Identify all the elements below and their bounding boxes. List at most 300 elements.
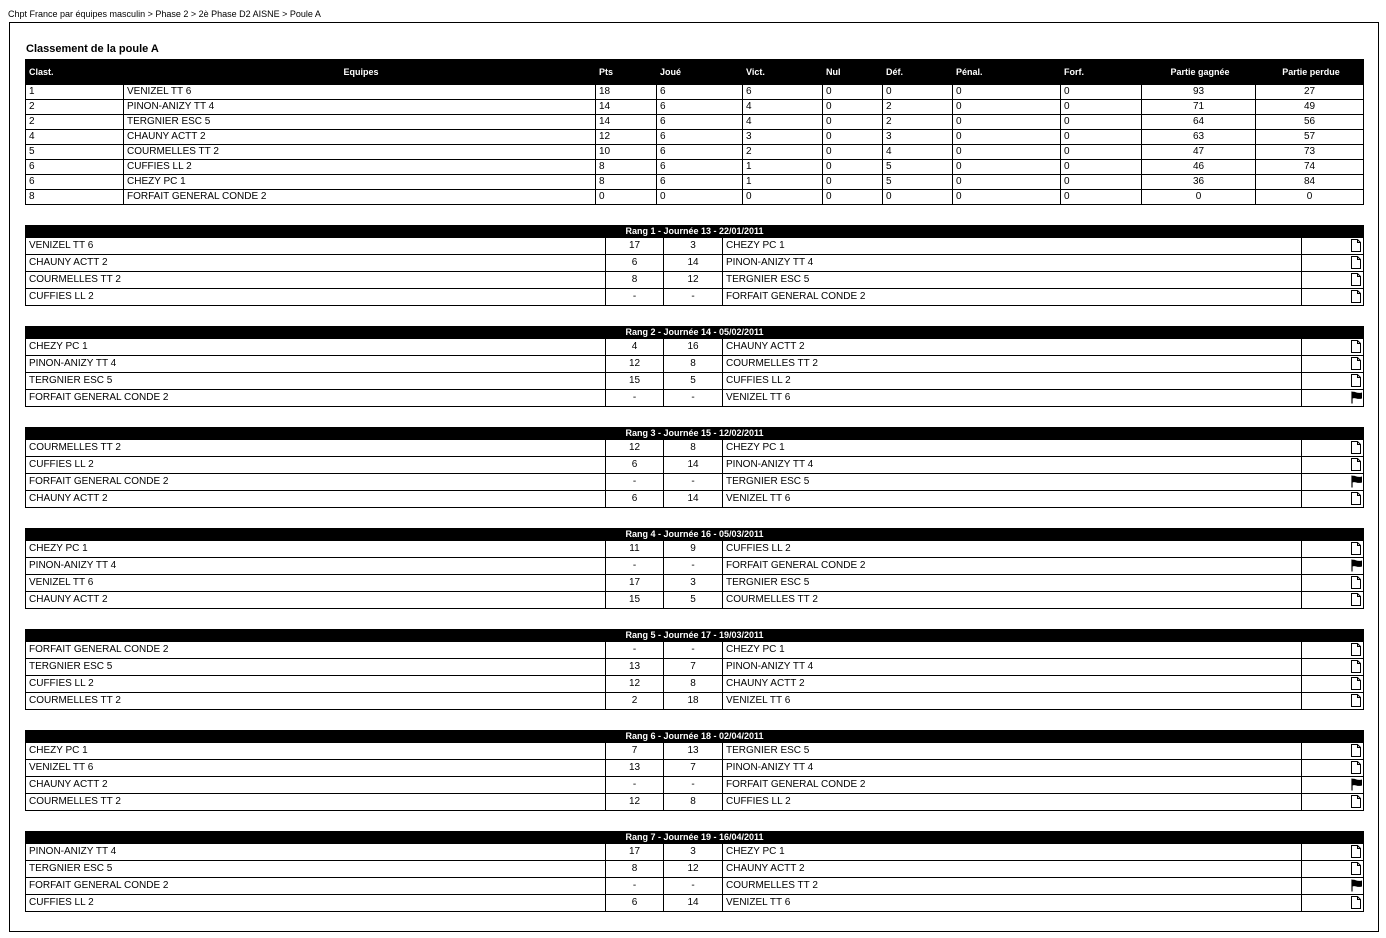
match-home-score: 6 (606, 895, 664, 912)
standings-cell-draws: 0 (823, 160, 883, 175)
standings-cell-points: 0 (596, 190, 657, 205)
match-home-score: 4 (606, 339, 664, 356)
match-away-score: 3 (664, 575, 723, 592)
match-report-cell (1302, 760, 1364, 777)
standings-cell-games-lost: 84 (1256, 175, 1364, 190)
match-home-score: - (606, 390, 664, 407)
standings-cell-team: CHEZY PC 1 (124, 175, 596, 190)
standings-row (26, 145, 1364, 160)
standings-cell-losses: 5 (883, 160, 953, 175)
match-away-score: 5 (664, 373, 723, 390)
match-home-score: 13 (606, 760, 664, 777)
match-home-score: 6 (606, 491, 664, 508)
document-icon[interactable] (1351, 357, 1361, 370)
standings-cell-points: 18 (596, 85, 657, 100)
standings-cell-rank: 4 (26, 130, 124, 145)
standings-cell-points: 8 (596, 160, 657, 175)
match-home-team: VENIZEL TT 6 (26, 238, 606, 255)
match-row (26, 659, 1364, 676)
match-row (26, 676, 1364, 693)
standings-cell-penalties: 0 (953, 190, 1061, 205)
match-away-team: CUFFIES LL 2 (723, 794, 1302, 811)
document-icon[interactable] (1351, 660, 1361, 673)
document-icon[interactable] (1351, 761, 1361, 774)
standings-cell-penalties: 0 (953, 145, 1061, 160)
match-home-score: 15 (606, 373, 664, 390)
match-report-cell (1302, 844, 1364, 861)
match-home-team: TERGNIER ESC 5 (26, 659, 606, 676)
match-away-score: - (664, 558, 723, 575)
standings-cell-draws: 0 (823, 130, 883, 145)
document-icon[interactable] (1351, 744, 1361, 757)
match-away-score: 14 (664, 895, 723, 912)
standings-cell-games-lost: 57 (1256, 130, 1364, 145)
standings-cell-games-won: 63 (1142, 130, 1256, 145)
document-icon[interactable] (1351, 239, 1361, 252)
flag-icon[interactable] (1351, 778, 1361, 791)
standings-row (26, 115, 1364, 130)
match-away-team: CHEZY PC 1 (723, 844, 1302, 861)
standings-cell-games-won: 0 (1142, 190, 1256, 205)
match-report-cell (1302, 794, 1364, 811)
round-table (25, 730, 1364, 811)
match-row (26, 794, 1364, 811)
standings-cell-games-won: 71 (1142, 100, 1256, 115)
breadcrumb: Chpt France par équipes masculin > Phase 2 > 2è Phase D2 AISNE > Poule A (8, 9, 321, 19)
match-home-team: FORFAIT GENERAL CONDE 2 (26, 390, 606, 407)
match-report-cell (1302, 390, 1364, 407)
standings-cell-played: 6 (657, 130, 743, 145)
standings-cell-forfeits: 0 (1061, 85, 1142, 100)
match-report-cell (1302, 743, 1364, 760)
standings-header-row (26, 60, 1364, 85)
round-header-row (26, 529, 1364, 541)
match-row (26, 390, 1364, 407)
standings-row (26, 130, 1364, 145)
round-table (25, 225, 1364, 306)
match-away-score: - (664, 390, 723, 407)
standings-cell-wins: 4 (743, 100, 823, 115)
standings-cell-team: TERGNIER ESC 5 (124, 115, 596, 130)
document-icon[interactable] (1351, 441, 1361, 454)
round-title: Rang 3 - Journée 15 - 12/02/2011 (26, 428, 1364, 440)
standings-row (26, 85, 1364, 100)
document-icon[interactable] (1351, 340, 1361, 353)
standings-cell-team: CUFFIES LL 2 (124, 160, 596, 175)
match-away-score: 13 (664, 743, 723, 760)
match-away-score: 3 (664, 238, 723, 255)
match-away-score: 12 (664, 861, 723, 878)
header-pts: Pts (596, 60, 657, 85)
match-row (26, 743, 1364, 760)
match-report-cell (1302, 861, 1364, 878)
flag-icon[interactable] (1351, 475, 1361, 488)
standings-cell-forfeits: 0 (1061, 145, 1142, 160)
standings-cell-team: VENIZEL TT 6 (124, 85, 596, 100)
round-header-row (26, 731, 1364, 743)
match-home-team: VENIZEL TT 6 (26, 760, 606, 777)
match-home-team: TERGNIER ESC 5 (26, 373, 606, 390)
match-home-score: - (606, 558, 664, 575)
standings-cell-games-won: 46 (1142, 160, 1256, 175)
match-home-score: - (606, 474, 664, 491)
match-row (26, 238, 1364, 255)
match-row (26, 255, 1364, 272)
match-row (26, 642, 1364, 659)
standings-cell-games-lost: 73 (1256, 145, 1364, 160)
match-away-team: VENIZEL TT 6 (723, 390, 1302, 407)
standings-cell-played: 0 (657, 190, 743, 205)
match-home-team: CHAUNY ACTT 2 (26, 255, 606, 272)
match-row (26, 373, 1364, 390)
standings-cell-draws: 0 (823, 100, 883, 115)
match-away-team: PINON-ANIZY TT 4 (723, 255, 1302, 272)
standings-row (26, 190, 1364, 205)
match-home-team: CHEZY PC 1 (26, 541, 606, 558)
round-title: Rang 7 - Journée 19 - 16/04/2011 (26, 832, 1364, 844)
round-title: Rang 5 - Journée 17 - 19/03/2011 (26, 630, 1364, 642)
document-icon[interactable] (1351, 845, 1361, 858)
standings-cell-team: CHAUNY ACTT 2 (124, 130, 596, 145)
match-home-score: 12 (606, 794, 664, 811)
standings-cell-wins: 4 (743, 115, 823, 130)
standings-cell-forfeits: 0 (1061, 115, 1142, 130)
standings-cell-games-won: 93 (1142, 85, 1256, 100)
standings-cell-penalties: 0 (953, 160, 1061, 175)
match-report-cell (1302, 440, 1364, 457)
match-away-team: CHEZY PC 1 (723, 642, 1302, 659)
document-icon[interactable] (1351, 273, 1361, 286)
match-away-team: FORFAIT GENERAL CONDE 2 (723, 558, 1302, 575)
match-away-team: CHEZY PC 1 (723, 440, 1302, 457)
standings-cell-losses: 4 (883, 145, 953, 160)
match-report-cell (1302, 878, 1364, 895)
match-report-cell (1302, 895, 1364, 912)
match-row (26, 592, 1364, 609)
match-away-team: PINON-ANIZY TT 4 (723, 760, 1302, 777)
standings-cell-penalties: 0 (953, 130, 1061, 145)
match-away-score: - (664, 878, 723, 895)
standings-cell-games-lost: 74 (1256, 160, 1364, 175)
standings-cell-games-lost: 0 (1256, 190, 1364, 205)
header-clast: Clast. (26, 60, 124, 85)
document-icon[interactable] (1351, 492, 1361, 505)
standings-table (25, 59, 1364, 205)
round-title: Rang 1 - Journée 13 - 22/01/2011 (26, 226, 1364, 238)
standings-cell-wins: 1 (743, 175, 823, 190)
standings-cell-forfeits: 0 (1061, 130, 1142, 145)
standings-cell-losses: 0 (883, 190, 953, 205)
standings-cell-penalties: 0 (953, 85, 1061, 100)
round-header-row (26, 630, 1364, 642)
match-home-score: 8 (606, 272, 664, 289)
standings-cell-losses: 5 (883, 175, 953, 190)
match-row (26, 760, 1364, 777)
match-home-score: - (606, 642, 664, 659)
match-row (26, 272, 1364, 289)
standings-cell-team: FORFAIT GENERAL CONDE 2 (124, 190, 596, 205)
match-away-score: 14 (664, 491, 723, 508)
standings-row (26, 175, 1364, 190)
match-away-score: - (664, 642, 723, 659)
match-home-score: 2 (606, 693, 664, 710)
match-away-score: 3 (664, 844, 723, 861)
match-report-cell (1302, 255, 1364, 272)
match-home-score: - (606, 777, 664, 794)
match-home-team: CUFFIES LL 2 (26, 457, 606, 474)
standings-cell-games-lost: 49 (1256, 100, 1364, 115)
match-home-score: 17 (606, 238, 664, 255)
round-header-row (26, 428, 1364, 440)
match-row (26, 440, 1364, 457)
match-row (26, 844, 1364, 861)
document-icon[interactable] (1351, 896, 1361, 909)
header-penal: Pénal. (953, 60, 1061, 85)
standings-cell-draws: 0 (823, 175, 883, 190)
document-icon[interactable] (1351, 290, 1361, 303)
standings-cell-penalties: 0 (953, 175, 1061, 190)
standings-cell-rank: 6 (26, 175, 124, 190)
round-header-row (26, 327, 1364, 339)
match-home-team: FORFAIT GENERAL CONDE 2 (26, 474, 606, 491)
match-report-cell (1302, 693, 1364, 710)
standings-row (26, 100, 1364, 115)
match-away-score: - (664, 289, 723, 306)
header-vict: Vict. (743, 60, 823, 85)
standings-title: Classement de la poule A (26, 43, 159, 55)
standings-cell-points: 14 (596, 115, 657, 130)
match-home-score: 6 (606, 255, 664, 272)
match-away-team: CUFFIES LL 2 (723, 541, 1302, 558)
match-home-score: - (606, 878, 664, 895)
match-away-score: - (664, 474, 723, 491)
standings-cell-wins: 2 (743, 145, 823, 160)
match-away-score: 7 (664, 659, 723, 676)
standings-cell-penalties: 0 (953, 100, 1061, 115)
match-report-cell (1302, 491, 1364, 508)
match-report-cell (1302, 558, 1364, 575)
match-away-team: CHAUNY ACTT 2 (723, 676, 1302, 693)
match-away-team: COURMELLES TT 2 (723, 356, 1302, 373)
standings-cell-played: 6 (657, 145, 743, 160)
match-home-team: FORFAIT GENERAL CONDE 2 (26, 642, 606, 659)
standings-cell-team: PINON-ANIZY TT 4 (124, 100, 596, 115)
match-away-score: 8 (664, 440, 723, 457)
match-home-team: CUFFIES LL 2 (26, 895, 606, 912)
document-icon[interactable] (1351, 458, 1361, 471)
standings-cell-penalties: 0 (953, 115, 1061, 130)
match-home-team: COURMELLES TT 2 (26, 794, 606, 811)
match-row (26, 474, 1364, 491)
document-icon[interactable] (1351, 643, 1361, 656)
match-home-score: 7 (606, 743, 664, 760)
match-away-team: CHAUNY ACTT 2 (723, 861, 1302, 878)
match-home-score: - (606, 289, 664, 306)
round-title: Rang 2 - Journée 14 - 05/02/2011 (26, 327, 1364, 339)
match-away-team: VENIZEL TT 6 (723, 491, 1302, 508)
standings-cell-forfeits: 0 (1061, 100, 1142, 115)
match-home-team: TERGNIER ESC 5 (26, 861, 606, 878)
match-row (26, 541, 1364, 558)
match-home-score: 17 (606, 844, 664, 861)
match-home-team: FORFAIT GENERAL CONDE 2 (26, 878, 606, 895)
flag-icon[interactable] (1351, 391, 1361, 404)
match-home-score: 11 (606, 541, 664, 558)
match-report-cell (1302, 238, 1364, 255)
match-report-cell (1302, 272, 1364, 289)
document-icon[interactable] (1351, 593, 1361, 606)
standings-cell-points: 12 (596, 130, 657, 145)
match-report-cell (1302, 373, 1364, 390)
standings-cell-draws: 0 (823, 145, 883, 160)
standings-cell-played: 6 (657, 175, 743, 190)
match-home-team: COURMELLES TT 2 (26, 440, 606, 457)
standings-cell-forfeits: 0 (1061, 190, 1142, 205)
standings-cell-draws: 0 (823, 115, 883, 130)
standings-cell-games-lost: 56 (1256, 115, 1364, 130)
document-icon[interactable] (1351, 795, 1361, 808)
round-table (25, 528, 1364, 609)
standings-cell-played: 6 (657, 100, 743, 115)
round-table (25, 629, 1364, 710)
standings-cell-rank: 6 (26, 160, 124, 175)
round-table (25, 831, 1364, 912)
match-home-team: PINON-ANIZY TT 4 (26, 558, 606, 575)
match-row (26, 777, 1364, 794)
standings-cell-rank: 2 (26, 100, 124, 115)
match-away-team: CHEZY PC 1 (723, 238, 1302, 255)
match-row (26, 575, 1364, 592)
document-icon[interactable] (1351, 576, 1361, 589)
document-icon[interactable] (1351, 374, 1361, 387)
match-home-team: CUFFIES LL 2 (26, 676, 606, 693)
match-away-score: 8 (664, 356, 723, 373)
match-away-score: 9 (664, 541, 723, 558)
match-away-team: PINON-ANIZY TT 4 (723, 457, 1302, 474)
match-report-cell (1302, 289, 1364, 306)
round-title: Rang 4 - Journée 16 - 05/03/2011 (26, 529, 1364, 541)
match-home-score: 8 (606, 861, 664, 878)
match-away-team: CUFFIES LL 2 (723, 373, 1302, 390)
match-away-score: - (664, 777, 723, 794)
match-home-score: 6 (606, 457, 664, 474)
round-header-row (26, 832, 1364, 844)
standings-cell-rank: 8 (26, 190, 124, 205)
standings-cell-played: 6 (657, 115, 743, 130)
match-away-team: CHAUNY ACTT 2 (723, 339, 1302, 356)
standings-cell-points: 10 (596, 145, 657, 160)
match-report-cell (1302, 642, 1364, 659)
standings-cell-games-won: 47 (1142, 145, 1256, 160)
document-icon[interactable] (1351, 542, 1361, 555)
round-title: Rang 6 - Journée 18 - 02/04/2011 (26, 731, 1364, 743)
match-row (26, 693, 1364, 710)
standings-cell-rank: 2 (26, 115, 124, 130)
match-home-score: 12 (606, 440, 664, 457)
match-row (26, 457, 1364, 474)
standings-cell-losses: 2 (883, 100, 953, 115)
document-icon[interactable] (1351, 677, 1361, 690)
header-forf: Forf. (1061, 60, 1142, 85)
match-report-cell (1302, 457, 1364, 474)
standings-cell-games-lost: 27 (1256, 85, 1364, 100)
match-away-team: VENIZEL TT 6 (723, 895, 1302, 912)
round-header-row (26, 226, 1364, 238)
header-partie-perdue: Partie perdue (1256, 60, 1364, 85)
match-away-score: 8 (664, 794, 723, 811)
match-away-score: 14 (664, 255, 723, 272)
document-icon[interactable] (1351, 694, 1361, 707)
flag-icon[interactable] (1351, 559, 1361, 572)
match-row (26, 558, 1364, 575)
match-report-cell (1302, 575, 1364, 592)
match-away-team: TERGNIER ESC 5 (723, 474, 1302, 491)
match-row (26, 339, 1364, 356)
match-home-team: COURMELLES TT 2 (26, 272, 606, 289)
header-nul: Nul (823, 60, 883, 85)
match-away-score: 8 (664, 676, 723, 693)
match-home-score: 12 (606, 676, 664, 693)
match-home-score: 17 (606, 575, 664, 592)
standings-row (26, 160, 1364, 175)
match-report-cell (1302, 356, 1364, 373)
standings-cell-wins: 0 (743, 190, 823, 205)
match-report-cell (1302, 659, 1364, 676)
standings-cell-draws: 0 (823, 85, 883, 100)
standings-cell-losses: 3 (883, 130, 953, 145)
standings-cell-rank: 5 (26, 145, 124, 160)
match-report-cell (1302, 474, 1364, 491)
match-report-cell (1302, 777, 1364, 794)
match-row (26, 895, 1364, 912)
match-away-team: COURMELLES TT 2 (723, 592, 1302, 609)
match-away-team: TERGNIER ESC 5 (723, 575, 1302, 592)
match-home-team: CHAUNY ACTT 2 (26, 491, 606, 508)
standings-cell-games-won: 64 (1142, 115, 1256, 130)
match-row (26, 289, 1364, 306)
match-away-score: 7 (664, 760, 723, 777)
match-away-team: FORFAIT GENERAL CONDE 2 (723, 777, 1302, 794)
standings-cell-played: 6 (657, 85, 743, 100)
match-home-team: VENIZEL TT 6 (26, 575, 606, 592)
match-row (26, 491, 1364, 508)
standings-cell-wins: 1 (743, 160, 823, 175)
standings-cell-points: 8 (596, 175, 657, 190)
match-home-team: CHAUNY ACTT 2 (26, 777, 606, 794)
match-away-score: 18 (664, 693, 723, 710)
match-home-team: PINON-ANIZY TT 4 (26, 356, 606, 373)
match-home-team: CHEZY PC 1 (26, 339, 606, 356)
standings-cell-team: COURMELLES TT 2 (124, 145, 596, 160)
standings-cell-points: 14 (596, 100, 657, 115)
match-away-score: 16 (664, 339, 723, 356)
standings-cell-wins: 6 (743, 85, 823, 100)
match-away-score: 14 (664, 457, 723, 474)
document-icon[interactable] (1351, 862, 1361, 875)
match-home-score: 12 (606, 356, 664, 373)
flag-icon[interactable] (1351, 879, 1361, 892)
match-away-team: TERGNIER ESC 5 (723, 272, 1302, 289)
document-icon[interactable] (1351, 256, 1361, 269)
match-home-team: PINON-ANIZY TT 4 (26, 844, 606, 861)
standings-cell-wins: 3 (743, 130, 823, 145)
match-home-score: 15 (606, 592, 664, 609)
header-equipes: Equipes (124, 60, 596, 85)
standings-cell-draws: 0 (823, 190, 883, 205)
match-row (26, 356, 1364, 373)
header-def: Déf. (883, 60, 953, 85)
match-away-score: 12 (664, 272, 723, 289)
